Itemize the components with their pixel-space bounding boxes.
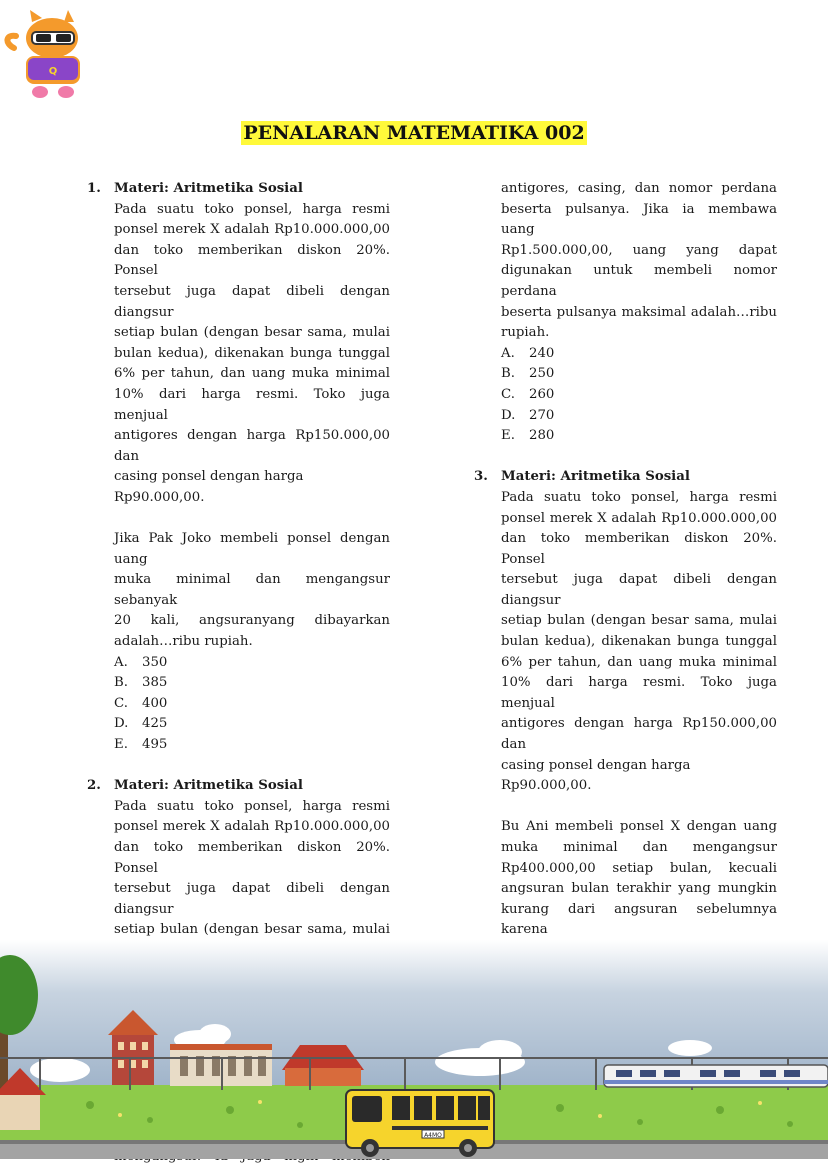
question-line: rupiah. xyxy=(501,325,550,341)
stem-line: ponsel merek X adalah Rp10.000.000,00 xyxy=(114,819,390,835)
question-number: 1. xyxy=(87,181,101,196)
question-line: muka minimal dan mengangsur xyxy=(501,840,777,855)
stem-line: tersebut juga dapat dibeli dengan diangsur xyxy=(114,881,390,917)
option-a[interactable]: A. 350 xyxy=(114,654,168,670)
option-c[interactable]: C. 400 xyxy=(114,695,168,711)
mascot-shirt-letter: Q xyxy=(48,66,58,77)
question-line: kurang dari angsuran sebelumnya karena xyxy=(501,901,777,938)
option-b[interactable]: B. 385 xyxy=(114,675,168,691)
option-a[interactable]: A. 240 xyxy=(501,345,555,361)
stem-line: setiap bulan (dengan besar sama, mulai xyxy=(114,325,390,341)
question-number: 3. xyxy=(474,469,488,485)
stem-line: tersebut juga dapat dibeli dengan diangsur xyxy=(114,283,390,320)
question-line: Jika Pak Joko membeli ponsel dengan uang xyxy=(114,531,390,567)
stem-line: dan toko memberikan diskon 20%. Ponsel xyxy=(501,531,777,567)
option-e[interactable]: E. 495 xyxy=(114,737,168,753)
question-line: angsuran bulan terakhir yang mungkin xyxy=(501,881,777,897)
question-3-heading: 3. Materi: Aritmetika Sosial xyxy=(501,467,777,488)
stem-line: casing ponsel dengan harga Rp90.000,00. xyxy=(501,757,691,794)
stem-line: bulan kedua), dikenakan bunga tunggal xyxy=(114,345,390,361)
question-line: beserta pulsanya. Jika ia membawa uang xyxy=(501,201,777,238)
stem-line: 6% per tahun, dan uang muka minimal xyxy=(501,654,777,670)
city-street-illustration xyxy=(0,940,828,1159)
stem-line: setiap bulan (dengan besar sama, mulai xyxy=(501,613,777,629)
stem-line: 6% per tahun, dan uang muka minimal xyxy=(114,366,390,382)
option-e[interactable]: E. 280 xyxy=(501,428,555,444)
stem-line: ponsel merek X adalah Rp10.000.000,00 xyxy=(114,222,390,238)
stem-line: dan toko memberikan diskon 20%. Ponsel xyxy=(114,840,390,876)
question-1-heading: 1. Materi: Aritmetika Sosial xyxy=(114,179,390,200)
stem-line: dan toko memberikan diskon 20%. Ponsel xyxy=(114,242,390,279)
stem-line: Pada suatu toko ponsel, harga resmi xyxy=(114,201,390,217)
stem-line: Pada suatu toko ponsel, harga resmi xyxy=(501,489,777,505)
stem-line: setiap bulan (dengan besar sama, mulai xyxy=(114,922,390,938)
stem-line: ponsel merek X adalah Rp10.000.000,00 xyxy=(501,510,777,526)
question-line: Rp1.500.000,00, uang yang dapat xyxy=(501,242,777,258)
option-c[interactable]: C. 260 xyxy=(501,386,555,402)
stem-line: Pada suatu toko ponsel, harga resmi xyxy=(114,798,390,814)
bus-plate: A4MO xyxy=(424,1132,442,1139)
stem-line: antigores dengan harga Rp150.000,00 dan xyxy=(114,428,390,464)
stem-line: 10% dari harga resmi. Toko juga menjual xyxy=(501,675,777,711)
option-d[interactable]: D. 270 xyxy=(501,407,555,423)
question-line: antigores, casing, dan nomor perdana xyxy=(501,181,777,196)
question-number: 2. xyxy=(87,778,101,794)
page-title: PENALARAN MATEMATIKA 002 xyxy=(243,122,585,144)
stem-line: casing ponsel dengan harga Rp90.000,00. xyxy=(114,469,304,505)
question-line: digunakan untuk membeli nomor perdana xyxy=(501,263,777,299)
train-icon xyxy=(604,1065,828,1087)
question-line: Rp400.000,00 setiap bulan, kecuali xyxy=(501,860,777,876)
question-line: 20 kali, angsuranyang dibayarkan xyxy=(114,613,390,629)
option-d[interactable]: D. 425 xyxy=(114,716,168,732)
question-2-heading: 2. Materi: Aritmetika Sosial xyxy=(114,776,390,797)
bus-icon xyxy=(346,1090,494,1157)
question-line: Bu Ani membeli ponsel X dengan uang xyxy=(501,819,777,835)
stem-line: bulan kedua), dikenakan bunga tunggal xyxy=(501,634,777,650)
stem-line: tersebut juga dapat dibeli dengan diangsur xyxy=(501,572,777,608)
question-line: muka minimal dan mengangsur sebanyak xyxy=(114,572,390,608)
question-line: adalah…ribu rupiah. xyxy=(114,634,253,650)
option-b[interactable]: B. 250 xyxy=(501,366,555,382)
stem-line: antigores dengan harga Rp150.000,00 dan xyxy=(501,716,777,753)
cat-mascot-icon xyxy=(4,8,88,102)
stem-line: 10% dari harga resmi. Toko juga menjual xyxy=(114,386,390,423)
question-line: beserta pulsanya maksimal adalah…ribu xyxy=(501,304,777,320)
